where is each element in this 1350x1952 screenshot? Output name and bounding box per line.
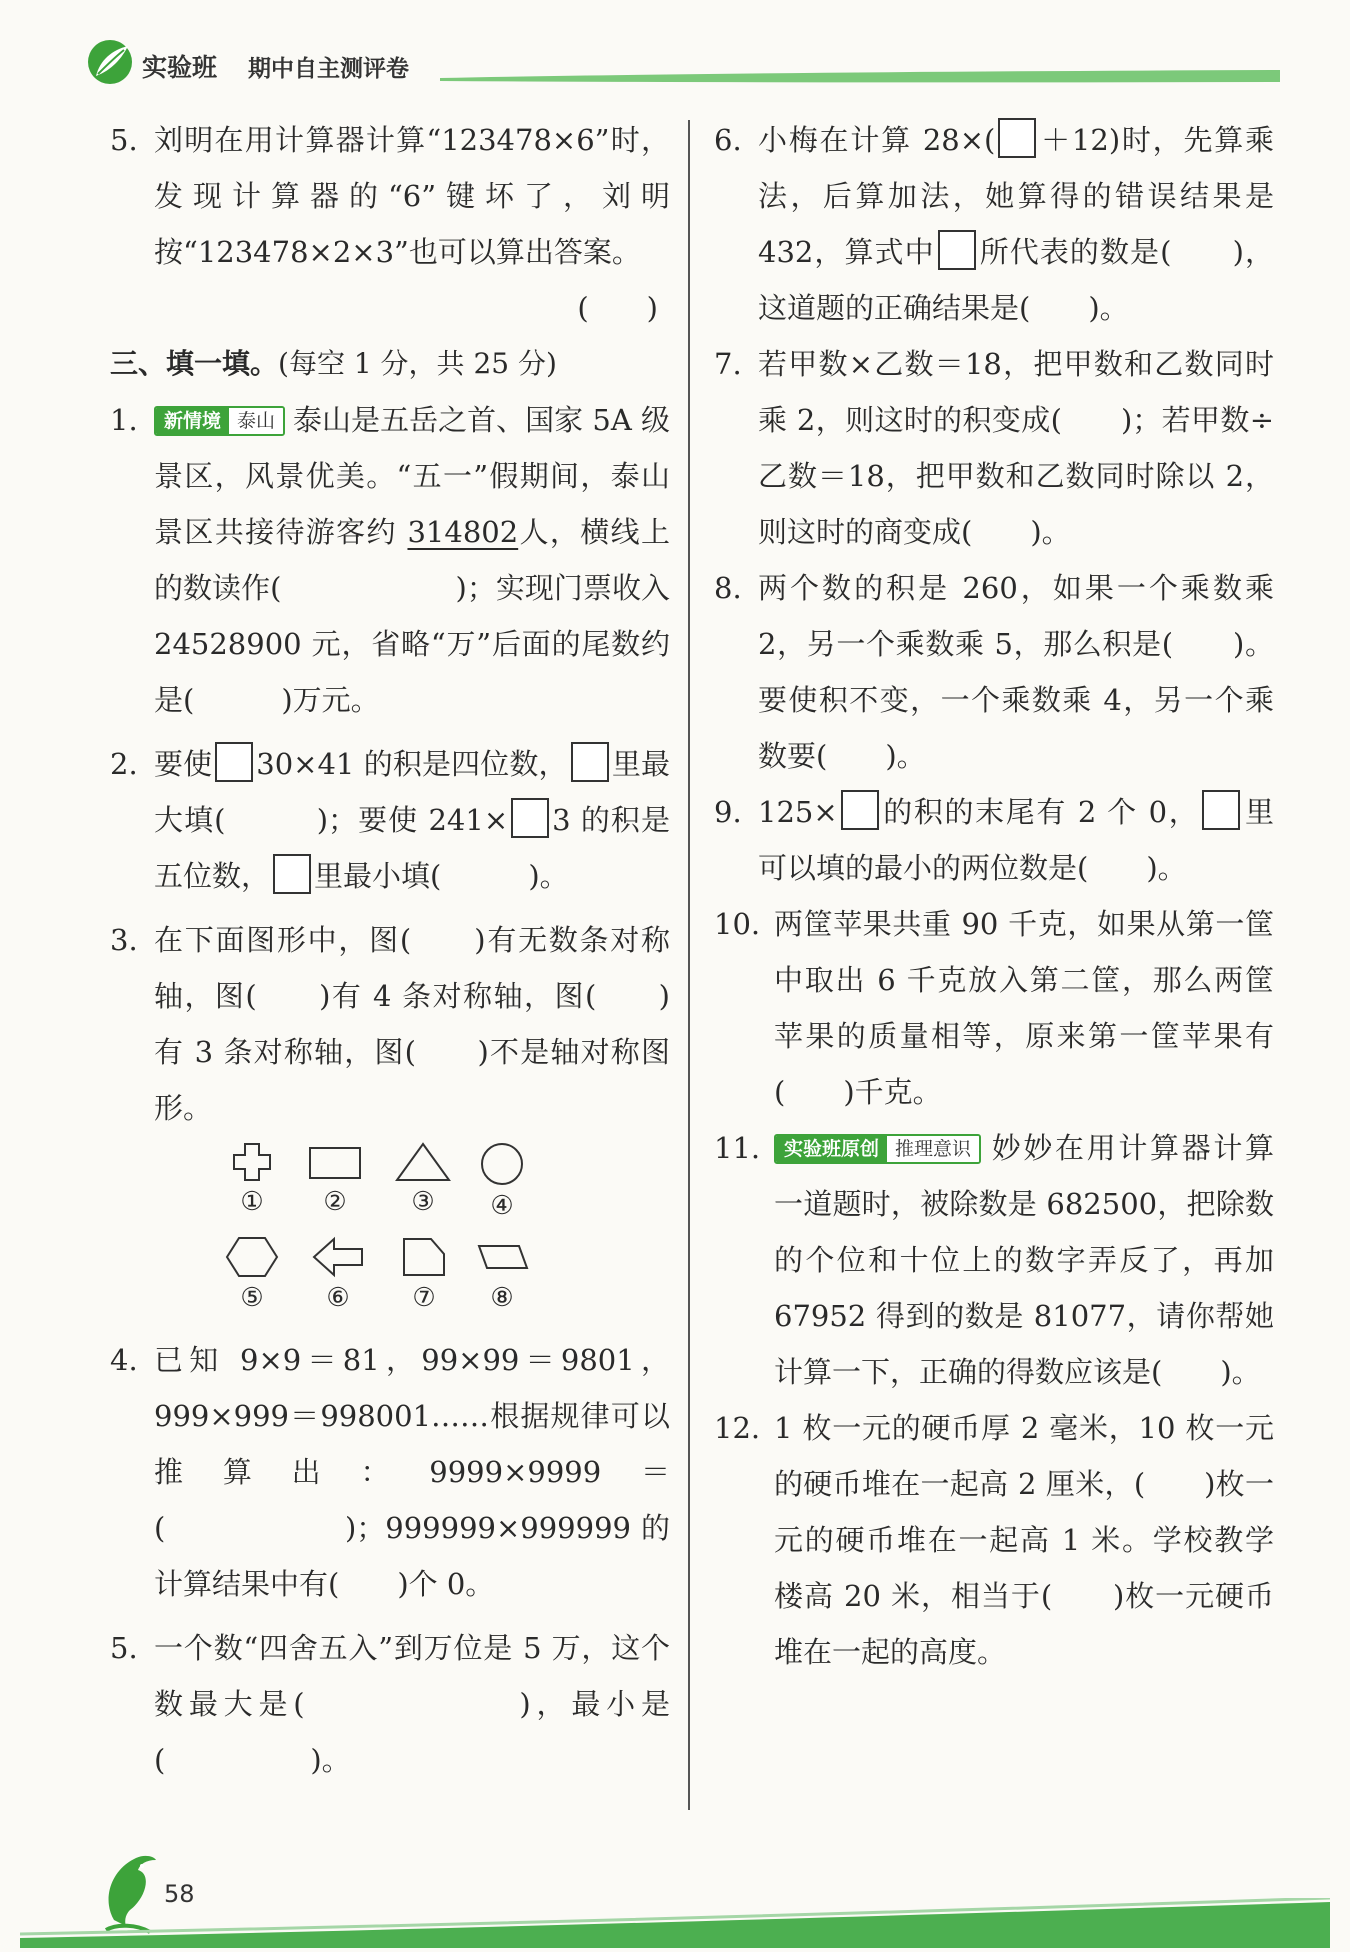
- blank-box[interactable]: [571, 742, 609, 782]
- question-4: [110, 1332, 670, 1612]
- shape-3: [378, 1142, 468, 1232]
- context-tag: [154, 406, 285, 436]
- question-1: [110, 392, 670, 728]
- question-9: [714, 784, 1274, 896]
- question-number: 6.: [714, 123, 742, 157]
- question-text: 两筐苹果共重 90 千克，如果从第一筐中取出 6 千克放入第二筐，那么两筐苹果的质量相等，原来第一筐苹果有( )千克。: [774, 907, 1274, 1109]
- page-footer: [0, 1830, 1350, 1952]
- question-text: 125×: [758, 795, 838, 829]
- left-column: [110, 112, 670, 1788]
- parallelogram-shape-icon: [475, 1236, 529, 1278]
- column-divider: [688, 120, 690, 1810]
- shapes-figure: [110, 1142, 670, 1332]
- question-text: 小梅在计算 28×(: [758, 123, 996, 157]
- question-text: 里可以填的最小的两位数是( )。: [758, 795, 1274, 885]
- shape-5: [210, 1236, 294, 1326]
- question-text: 里最大填( )；要使 241×: [154, 747, 670, 837]
- question-7: [714, 336, 1274, 560]
- question-number: 8.: [714, 571, 742, 605]
- question-text: 里最小填( )。: [314, 859, 569, 893]
- question-text: 泰山是五岳之首、国家 5A 级景区，风景优美。“五一”假期间，泰山景区共接待游客约: [154, 403, 670, 549]
- section-note: (每空 1 分，共 25 分): [278, 347, 557, 380]
- question-number: 11.: [714, 1131, 761, 1165]
- question-6: [714, 112, 1274, 336]
- tag-topic: 推理意识: [887, 1136, 979, 1162]
- question-number: 2.: [110, 747, 138, 781]
- question-12: [714, 1400, 1274, 1680]
- shape-label: ①: [240, 1187, 264, 1217]
- question-8: [714, 560, 1274, 784]
- tag-label: 实验班原创: [776, 1136, 887, 1162]
- shape-label: ⑧: [490, 1283, 514, 1313]
- question-text: 一个数“四舍五入”到万位是 5 万，这个数最大是( )，最小是( )。: [154, 1631, 670, 1777]
- question-text: 3 的积是五位数，: [154, 803, 671, 893]
- question-11: [714, 1120, 1274, 1400]
- question-text: 1 枚一元的硬币厚 2 毫米，10 枚一元的硬币堆在一起高 2 厘米，( )枚一元的硬币堆在一起高 1 米。学校教学楼高 20 米，相当于( )枚一元硬币堆在一起的高度。: [774, 1411, 1274, 1669]
- question-number: 10.: [714, 907, 761, 941]
- blank-box[interactable]: [938, 230, 976, 270]
- question-text: 的积的末尾有 2 个 0，: [881, 795, 1200, 829]
- question-2: [110, 736, 670, 904]
- question-5-fill: [110, 1620, 670, 1788]
- hexagon-shape-icon: [225, 1236, 279, 1278]
- triangle-shape-icon: [395, 1142, 451, 1182]
- shape-1: [220, 1142, 284, 1232]
- cross-shape-icon: [232, 1142, 272, 1182]
- brand-name: 实验班: [142, 53, 218, 82]
- page-number: 58: [164, 1880, 195, 1908]
- question-text: 要使: [154, 747, 213, 781]
- answer-paren[interactable]: ( ): [577, 291, 658, 325]
- section-heading: [110, 336, 670, 392]
- original-tag: [774, 1134, 981, 1164]
- question-number: 5.: [110, 1631, 138, 1665]
- shape-4: [470, 1142, 534, 1232]
- exam-title: 期中自主测评卷: [248, 56, 409, 82]
- blank-box[interactable]: [998, 118, 1036, 158]
- blank-box[interactable]: [1202, 790, 1240, 830]
- rectangle-shape-icon: [307, 1142, 363, 1182]
- question-text: 在下面图形中，图( )有无数条对称轴，图( )有 4 条对称轴，图( )有 3 条对称轴，图( )不是轴对称图形。: [154, 923, 670, 1125]
- pentagon-shape-icon: [401, 1236, 447, 1278]
- question-text-cont: 人，横线上的数读作( )；实现门票收入 24528900 元，省略“万”后面的尾数约是( )万元。: [154, 515, 670, 717]
- header-decoration-bar: [440, 68, 1280, 84]
- question-text: ＋12)时，先算乘法，后算加法，她算得的错误结果是 432，算式中: [758, 123, 1275, 269]
- question-number: 9.: [714, 795, 742, 829]
- shape-2: [290, 1142, 380, 1232]
- question-number: 7.: [714, 347, 742, 381]
- blank-box[interactable]: [273, 854, 311, 894]
- question-number: 4.: [110, 1343, 138, 1377]
- blank-box[interactable]: [841, 790, 879, 830]
- question-text: 所代表的数是( )，这道题的正确结果是( )。: [758, 235, 1274, 325]
- question-5-judgement: [110, 112, 670, 336]
- page-header: [0, 0, 1350, 100]
- question-text: 30×41 的积是四位数，: [256, 747, 568, 781]
- question-text: 两个数的积是 260，如果一个乘数乘 2，另一个乘数乘 5，那么积是( )。要使积不变，一个乘数乘 4，另一个乘数要( )。: [758, 571, 1274, 773]
- question-number: 1.: [110, 403, 138, 437]
- question-3: [110, 912, 670, 1136]
- question-number: 12.: [714, 1411, 761, 1445]
- shape-7: [392, 1236, 456, 1326]
- question-number: 5.: [110, 123, 138, 157]
- tag-topic: 泰山: [229, 408, 283, 434]
- leaf-logo-icon: [86, 38, 134, 86]
- shape-label: ⑦: [412, 1283, 436, 1313]
- circle-shape-icon: [479, 1142, 525, 1186]
- tag-label: 新情境: [156, 408, 229, 434]
- shape-label: ⑥: [326, 1283, 350, 1313]
- question-text: 刘明在用计算器计算“123478×6”时，发现计算器的“6”键坏了，刘明按“123478×2×3”也可以算出答案。: [154, 123, 670, 269]
- shape-label: ③: [411, 1187, 435, 1217]
- shape-6: [306, 1236, 370, 1326]
- question-number: 3.: [110, 923, 138, 957]
- question-text: 妙妙在用计算器计算一道题时，被除数是 682500，把除数的个位和十位上的数字弄反了，再加 67952 得到的数是 81077，请你帮她计算一下，正确的得数应该是( )。: [774, 1131, 1274, 1389]
- shape-label: ⑤: [240, 1283, 264, 1313]
- arrow-shape-icon: [312, 1236, 364, 1278]
- question-10: [714, 896, 1274, 1120]
- footer-decoration-bar: [20, 1898, 1330, 1948]
- right-column: [714, 112, 1274, 1680]
- question-text: 若甲数×乙数＝18，把甲数和乙数同时乘 2，则这时的积变成( )；若甲数÷乙数＝18，把甲数和乙数同时除以 2，则这时的商变成( )。: [758, 347, 1274, 549]
- shape-8: [470, 1236, 534, 1326]
- shape-label: ④: [490, 1191, 514, 1221]
- question-text: 已知 9×9＝81，99×99＝9801，999×999＝998001……根据规律可以推算出：9999×9999＝( )；999999×999999 的计算结果中有( )个 0。: [154, 1343, 670, 1601]
- blank-box[interactable]: [215, 742, 253, 782]
- underlined-number: 314802: [407, 515, 519, 549]
- section-title: 三、填一填。: [110, 347, 279, 380]
- shape-label: ②: [323, 1187, 347, 1217]
- blank-box[interactable]: [511, 798, 549, 838]
